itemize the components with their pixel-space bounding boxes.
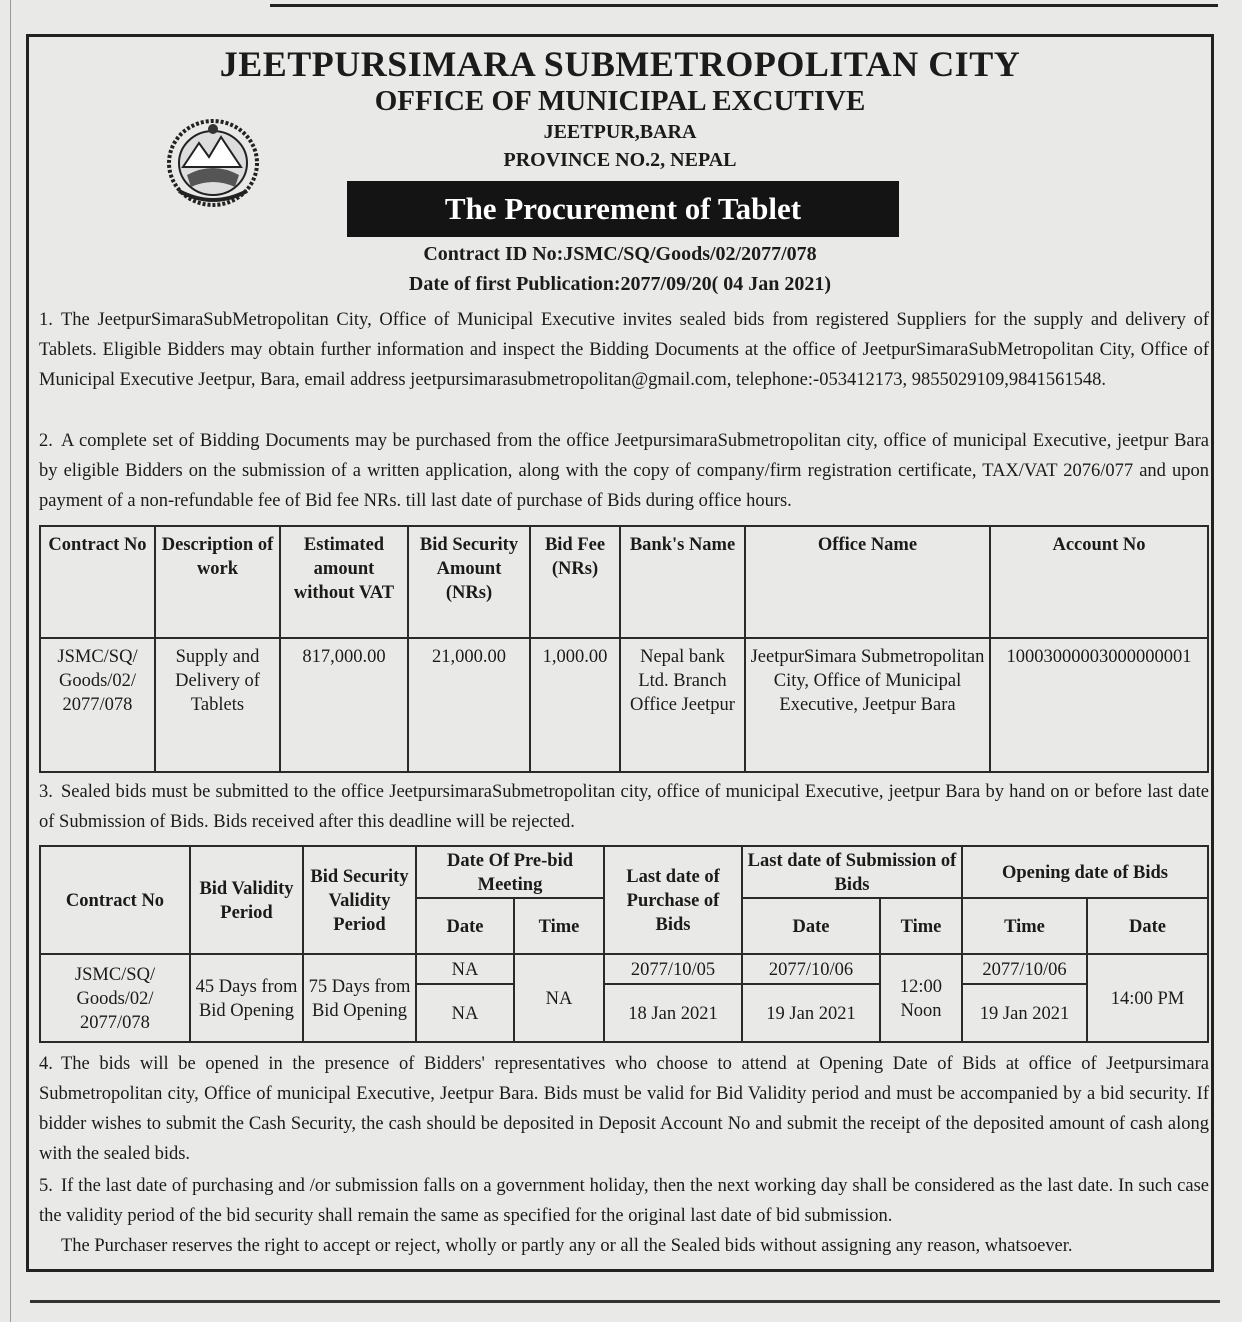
- cell-prebid-date: NA: [416, 954, 514, 984]
- cell-opening-time: 14:00 PM: [1087, 954, 1208, 1042]
- column-header: Bid Security Amount (NRs): [408, 526, 530, 638]
- publication-date: Date of first Publication:2077/09/20( 04 Jan 2021): [408, 273, 832, 295]
- adjacent-column-edge: [0, 0, 11, 1322]
- column-header: Last date of Submission of Bids: [742, 846, 962, 898]
- paragraph-4: 4. The bids will be opened in the presence of Bidders' representatives who choose to attend at Opening Date of Bids at office of Jeetpursimara Submetropolitan city, Office of municipal Executive, Jeetpur Bara. Bids must be valid for Bid Validity period and must be accompanied by a bid security. If bidder wishes to submit the Cash Security, the cash should be deposited in Deposit Account No and submit the receipt of the deposited amount of cash along with the sealed bids.: [39, 1054, 1209, 1164]
- cell-purchase-date-bs: 2077/10/05: [604, 954, 742, 984]
- column-header: Opening date of Bids: [962, 846, 1208, 898]
- table-row: [40, 638, 1208, 772]
- cell-purchase-date-ad: 18 Jan 2021: [604, 984, 742, 1042]
- paragraph-3: 3. Sealed bids must be submitted to the office JeetpursimaraSubmetropolitan city, office of municipal Executive, jeetpur Bara by hand on or before last date of Submission of Bids. Bids received after this deadline will be rejected.: [39, 782, 1209, 832]
- cell-opening-date-bs: 2077/10/06: [962, 954, 1087, 984]
- cell-bid-validity: 45 Days from Bid Opening: [190, 954, 303, 1042]
- column-header: Contract No: [40, 526, 155, 638]
- location-line: JEETPUR,BARA: [543, 121, 697, 143]
- cell-prebid-date: NA: [416, 984, 514, 1042]
- cell-security-validity: 75 Days from Bid Opening: [303, 954, 416, 1042]
- cell-contract-no: JSMC/SQ/ Goods/02/ 2077/078: [40, 954, 190, 1042]
- column-header: Description of work: [155, 526, 280, 638]
- column-header: Time: [962, 898, 1087, 954]
- notice-frame: [26, 34, 1214, 1272]
- paragraph-2: 2. A complete set of Bidding Documents may be purchased from the office JeetpursimaraSubmetropolitan city, office of municipal Executive, jeetpur Bara by eligible Bidders on the submission of a written application, along with the copy of company/firm registration certificate, TAX/VAT 2076/077 and upon payment of a non-refundable fee of Bid fee NRs. till last date of purchase of Bids during office hours.: [39, 431, 1209, 511]
- cell-opening-date-ad: 19 Jan 2021: [962, 984, 1087, 1042]
- column-header: Time: [880, 898, 962, 954]
- column-header: Time: [514, 898, 604, 954]
- column-header: Contract No: [40, 846, 190, 954]
- closing-statement: The Purchaser reserves the right to accept or reject, wholly or partly any or all the Sealed bids without assigning any reason, whatsoever.: [61, 1236, 1073, 1256]
- table-header-row: [40, 526, 1208, 638]
- cell-prebid-time: NA: [514, 954, 604, 1042]
- contract-id: Contract ID No:JSMC/SQ/Goods/02/2077/078: [423, 243, 817, 265]
- column-header: Account No: [990, 526, 1208, 638]
- bid-fee-table: [39, 525, 1209, 773]
- column-header: Office Name: [745, 526, 990, 638]
- cell-submission-time: 12:00 Noon: [880, 954, 962, 1042]
- column-header: Date: [1087, 898, 1208, 954]
- cell-contract-no: JSMC/SQ/ Goods/02/ 2077/078: [40, 638, 155, 772]
- cell-office-name: JeetpurSimara Submetropolitan City, Office of Municipal Executive, Jeetpur Bara: [745, 638, 990, 772]
- cell-bid-fee: 1,000.00: [530, 638, 620, 772]
- column-header: Last date of Purchase of Bids: [604, 846, 742, 954]
- bottom-rule: [30, 1300, 1220, 1303]
- cell-account-no: 10003000003000000001: [990, 638, 1208, 772]
- cell-bank-name: Nepal bank Ltd. Branch Office Jeetpur: [620, 638, 745, 772]
- province-line: PROVINCE NO.2, NEPAL: [503, 149, 737, 171]
- paragraph-1: 1. The JeetpurSimaraSubMetropolitan City, Office of Municipal Executive invites sealed bids from registered Suppliers for the supply and delivery of Tablets. Eligible Bidders may obtain further information and inspect the Bidding Documents at the office of JeetpurSimaraSubMetropolitan City, Office of Municipal Executive Jeetpur, Bara, email address jeetpursimarasubmetropolitan@gmail.com, telephone:-053412173, 9855029109,9841561548.: [39, 310, 1209, 390]
- top-rule: [270, 0, 1218, 7]
- paragraph-5: 5. If the last date of purchasing and /or submission falls on a government holiday, then the next working day shall be considered as the last date. In such case the validity period of the bid security shall remain the same as specified for the original last date of bid submission. The Purchaser reserves the right to accept or reject, wholly or partly any or all the Sealed bids without assigning any reason, whatsoever.: [39, 1171, 1209, 1261]
- cell-bid-security: 21,000.00: [408, 638, 530, 772]
- column-header: Bid Validity Period: [190, 846, 303, 954]
- table-row: [40, 954, 1208, 984]
- column-header: Date Of Pre-bid Meeting: [416, 846, 604, 898]
- schedule-table: [39, 845, 1209, 1043]
- column-header: Bid Security Validity Period: [303, 846, 416, 954]
- procurement-banner: The Procurement of Tablet: [347, 181, 899, 237]
- table-header-row: [40, 846, 1208, 898]
- nepal-emblem-icon: [165, 117, 261, 209]
- cell-submission-date-bs: 2077/10/06: [742, 954, 880, 984]
- city-title: JEETPURSIMARA SUBMETROPOLITAN CITY: [219, 44, 1021, 84]
- column-header: Date: [416, 898, 514, 954]
- office-title: OFFICE OF MUNICIPAL EXCUTIVE: [374, 85, 866, 117]
- column-header: Bid Fee (NRs): [530, 526, 620, 638]
- column-header: Date: [742, 898, 880, 954]
- column-header: Estimated amount without VAT: [280, 526, 408, 638]
- cell-submission-date-ad: 19 Jan 2021: [742, 984, 880, 1042]
- column-header: Bank's Name: [620, 526, 745, 638]
- cell-estimated-amount: 817,000.00: [280, 638, 408, 772]
- cell-description: Supply and Delivery of Tablets: [155, 638, 280, 772]
